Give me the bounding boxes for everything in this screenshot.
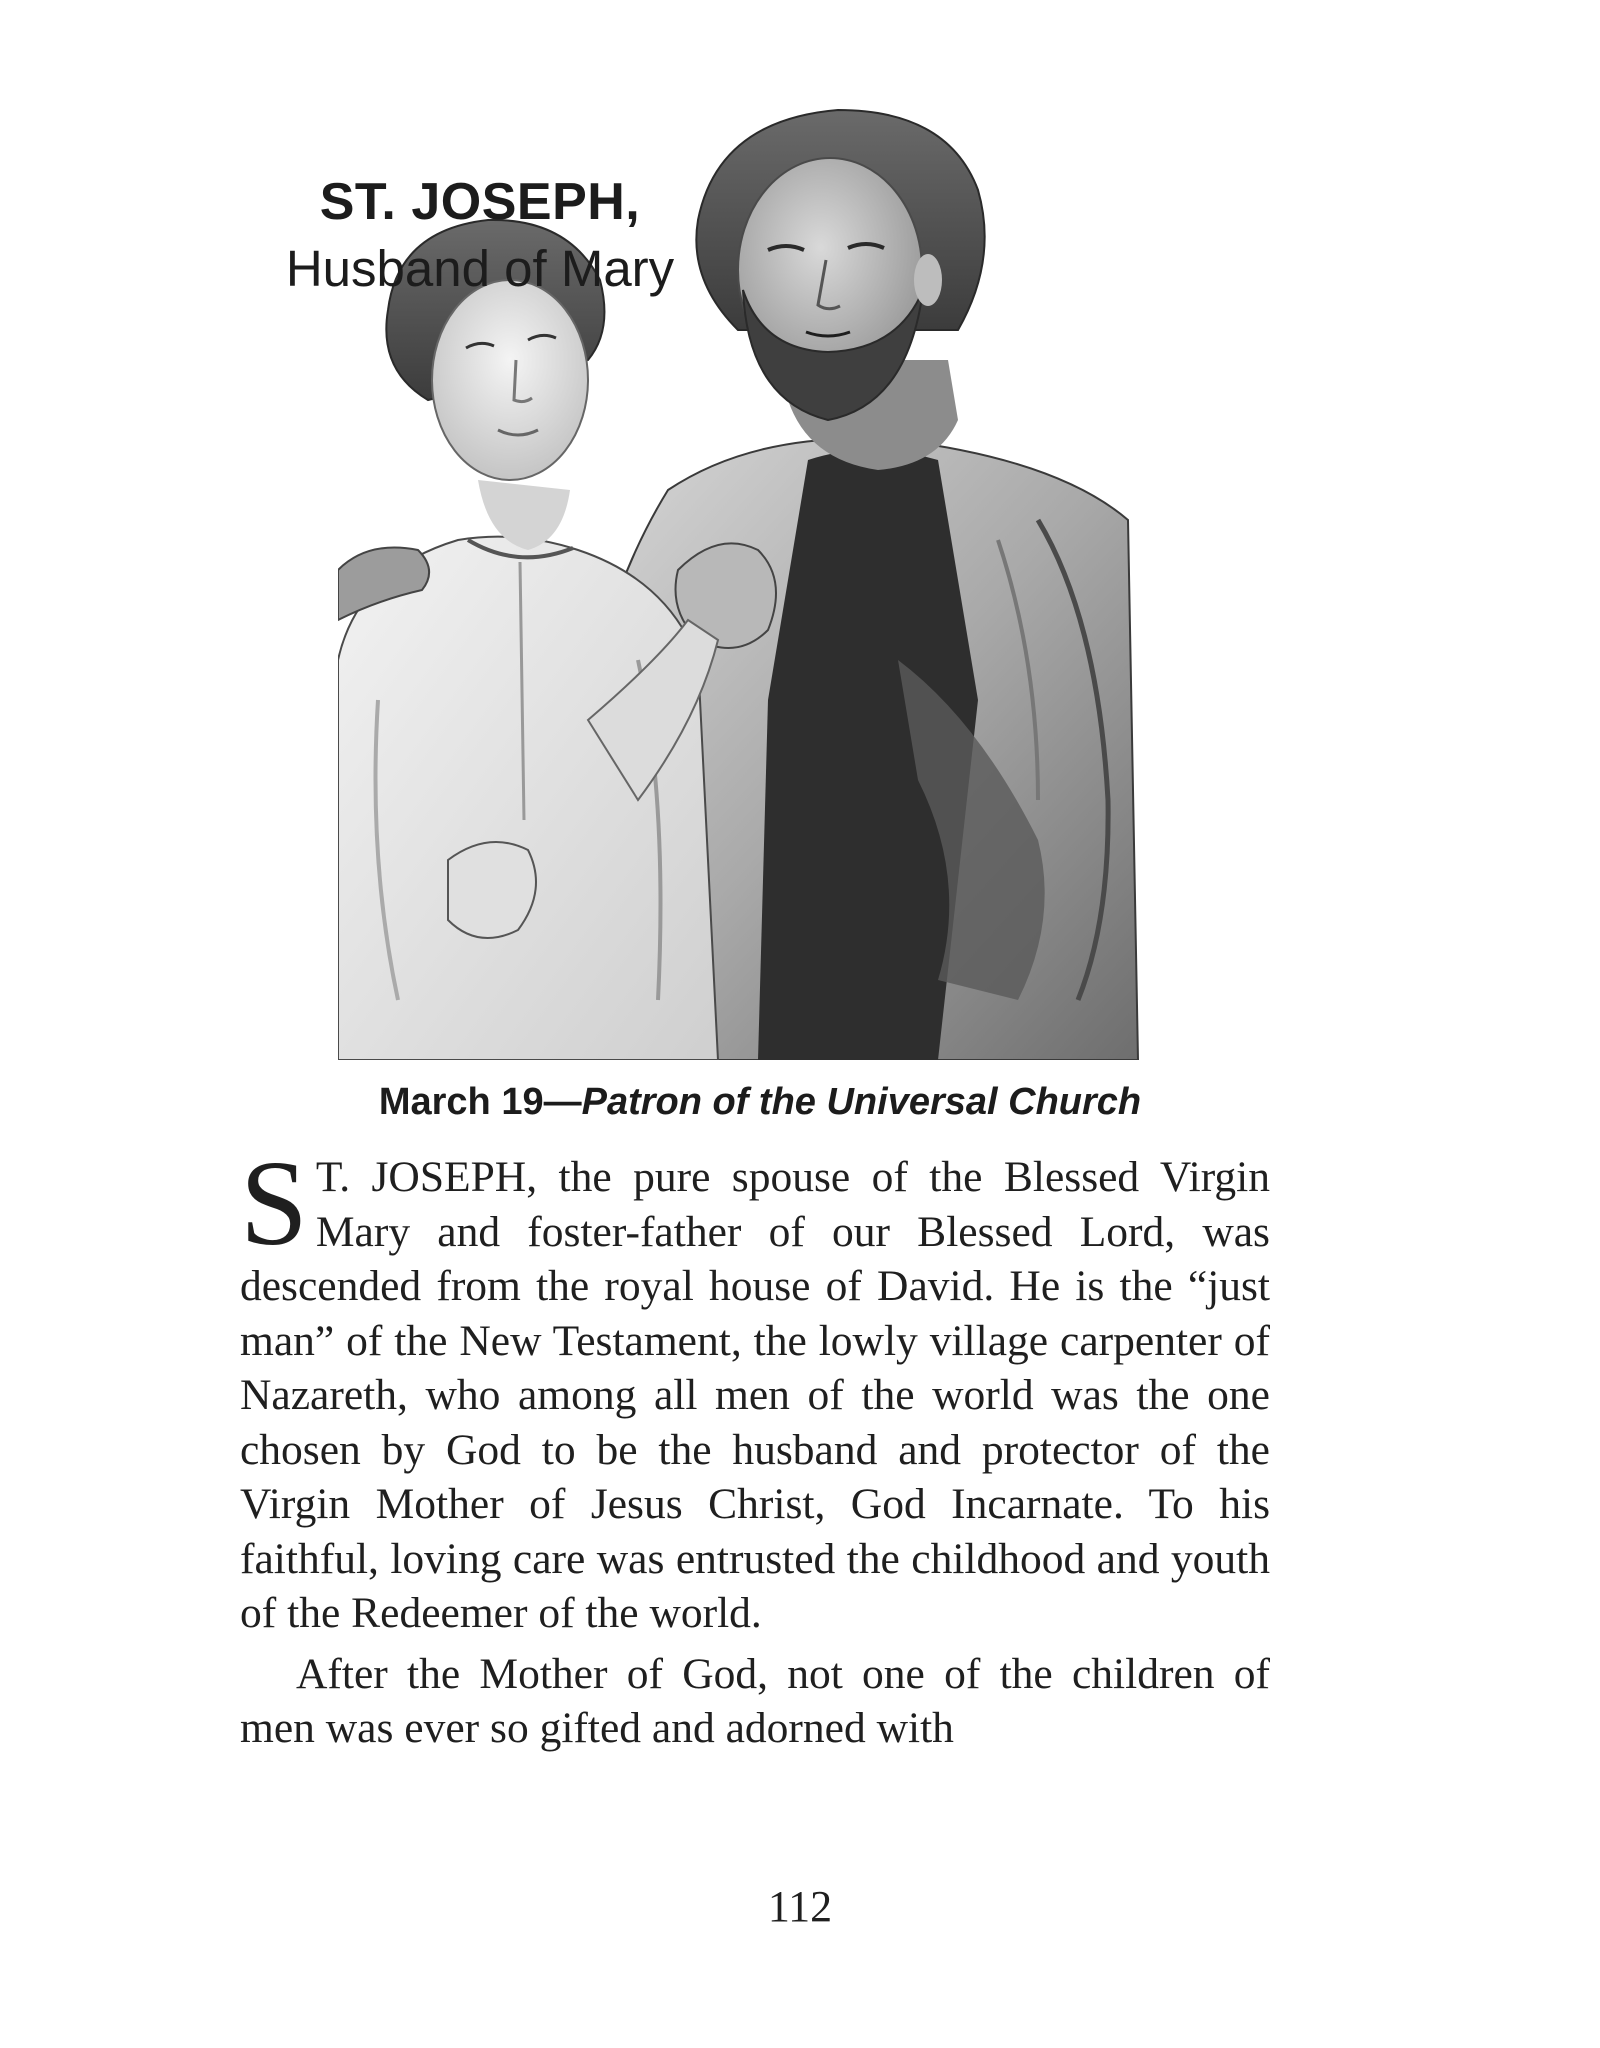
- feast-caption: [240, 1078, 1280, 1126]
- page-subtitle: Husband of Mary: [285, 240, 675, 297]
- feast-date: March 19—: [378, 1081, 582, 1123]
- drop-cap: S: [240, 1136, 308, 1271]
- title-block: [240, 170, 720, 302]
- page-number: 112: [767, 1882, 833, 1931]
- paragraph-2: After the Mother of God, not one of the children of men was ever so gifted and adorned with: [240, 1649, 1270, 1752]
- feast-title: Patron of the Universal Church: [581, 1081, 1142, 1123]
- paragraph-1: [240, 1136, 1270, 1641]
- page-title: ST. JOSEPH,: [319, 173, 641, 231]
- body-text: [240, 1136, 1270, 1756]
- paragraph-1-text: T. JOSEPH, the pure spouse of the Blessed Virgin Mary and foster-father of our Blessed Lord, was descended from the royal house of David. He is the “just man” of the New Testament, the lowly village carpenter of Nazareth, who among all men of the world was the one chosen by God to be the husband and protector of the Virgin Mother of Jesus Christ, God Incarnate. To his faithful, loving care was entrusted the childhood and youth of the Redeemer of the world.: [240, 1153, 1270, 1637]
